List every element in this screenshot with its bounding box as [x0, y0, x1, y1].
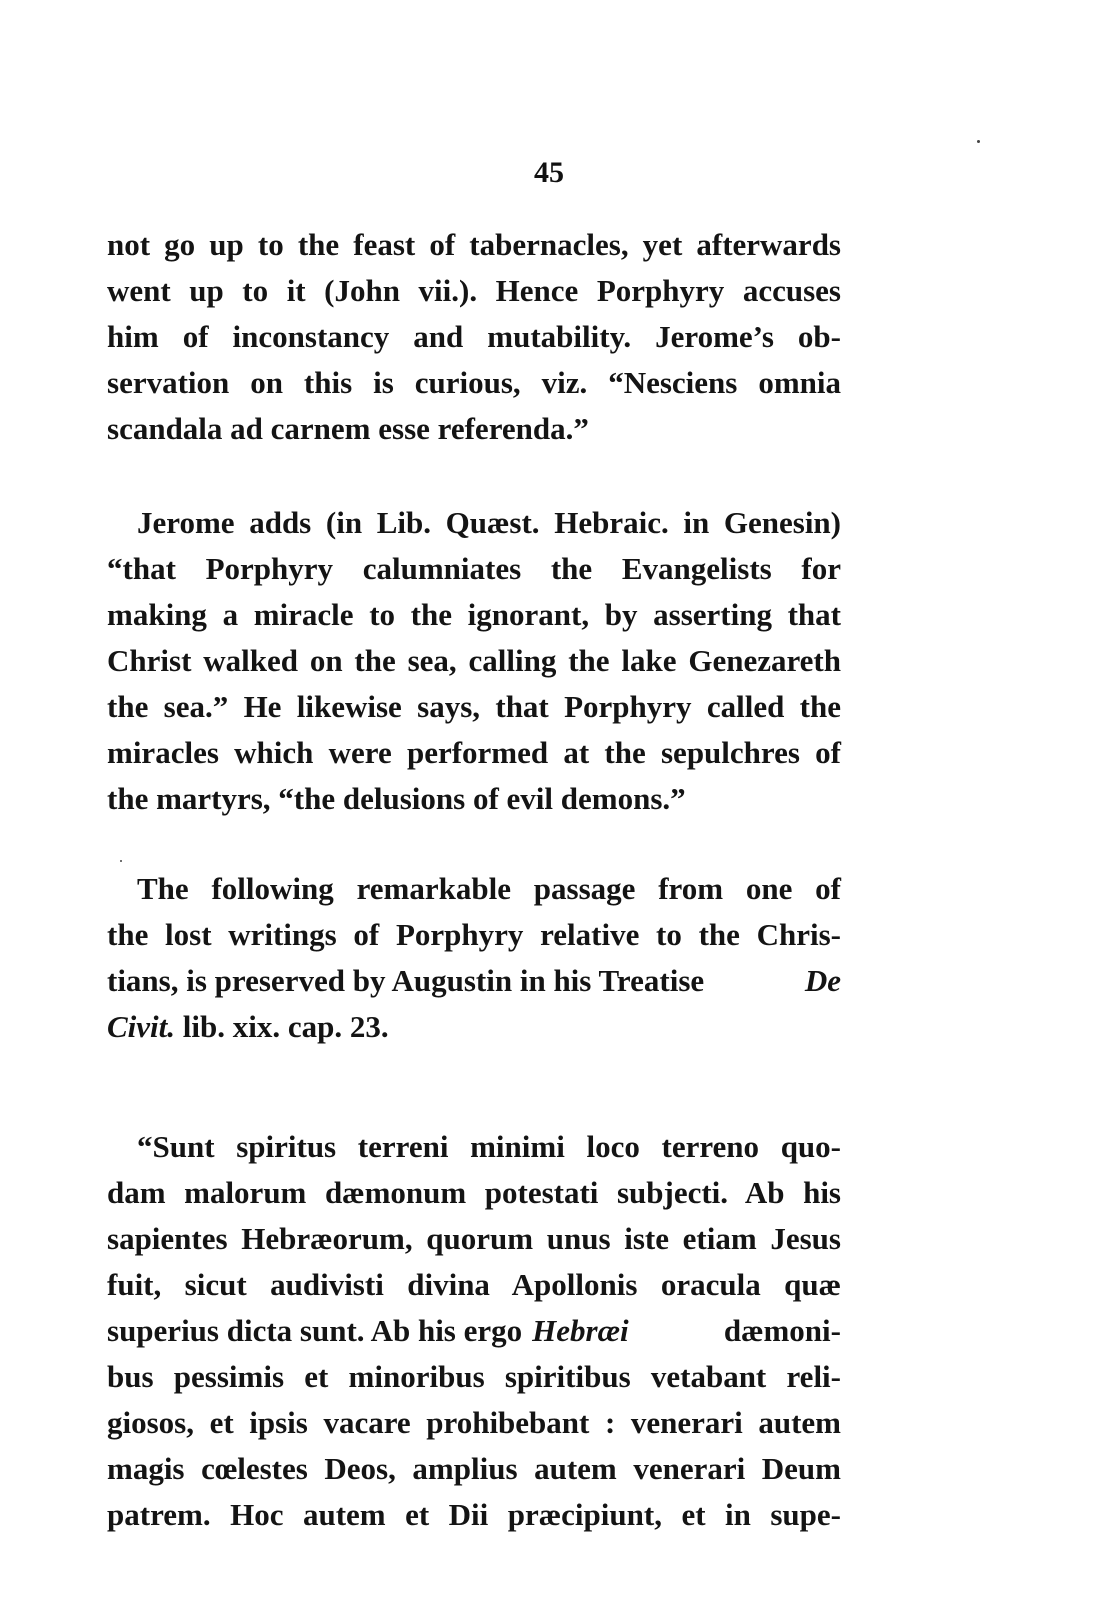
scan-speck — [977, 140, 980, 143]
paragraph-3 — [107, 866, 841, 1050]
paragraph-4 — [107, 1124, 841, 1538]
text-line: sapientes Hebræorum, quorum unus iste etiam Jesus — [107, 1221, 841, 1256]
paragraph-2 — [107, 500, 841, 822]
text-line: fuit, sicut audivisti divina Apollonis oracula quæ — [107, 1267, 841, 1302]
text-line: The following remarkable passage from one of — [137, 871, 841, 906]
text-line: the lost writings of Porphyry relative to the Chris- — [107, 917, 841, 952]
paragraph-1 — [107, 222, 841, 452]
text-line: making a miracle to the ignorant, by asserting that — [107, 597, 841, 632]
text-line: servation on this is curious, viz. “Nesciens omnia — [107, 365, 841, 400]
text-line: dam malorum dæmonum potestati subjecti. Ab his — [107, 1175, 841, 1210]
text-line: Jerome adds (in Lib. Quæst. Hebraic. in Genesin) — [137, 505, 841, 540]
scan-speck — [120, 860, 122, 862]
text-line: the sea.” He likewise says, that Porphyry called the — [107, 689, 841, 724]
text-line — [107, 1004, 841, 1050]
text-line: bus pessimis et minoribus spiritibus vetabant reli- — [107, 1359, 841, 1394]
text-line: patrem. Hoc autem et Dii præcipiunt, et in supe- — [107, 1497, 841, 1532]
text-segment: dæmoni- — [723, 1313, 841, 1348]
text-segment: lib. xix. cap. 23. — [182, 1009, 389, 1044]
text-line: miracles which were performed at the sepulchres of — [107, 735, 841, 770]
text-segment: superius dicta sunt. Ab his ergo — [107, 1313, 523, 1348]
text-line — [107, 1308, 841, 1354]
text-segment: tians, is preserved by Augustin in his Treatise — [107, 963, 705, 998]
page-number: 45 — [534, 156, 564, 189]
italic-segment: Hebræi — [532, 1313, 629, 1348]
text-line: him of inconstancy and mutability. Jerome’s ob- — [107, 319, 841, 354]
text-line: Christ walked on the sea, calling the lake Genezareth — [107, 643, 841, 678]
text-line: scandala ad carnem esse referenda.” — [107, 411, 589, 446]
text-line: went up to it (John vii.). Hence Porphyry accuses — [107, 273, 841, 308]
italic-segment: De — [804, 963, 841, 998]
text-line: the martyrs, “the delusions of evil demons.” — [107, 781, 686, 816]
italic-segment: Civit. — [107, 1009, 176, 1044]
text-line: “that Porphyry calumniates the Evangelists for — [107, 551, 841, 586]
text-line: not go up to the feast of tabernacles, yet afterwards — [107, 227, 841, 262]
text-line: “Sunt spiritus terreni minimi loco terreno quo- — [137, 1129, 841, 1164]
text-line — [107, 958, 841, 1004]
text-line: giosos, et ipsis vacare prohibebant : venerari autem — [107, 1405, 841, 1440]
text-line: magis cœlestes Deos, amplius autem venerari Deum — [107, 1451, 841, 1486]
